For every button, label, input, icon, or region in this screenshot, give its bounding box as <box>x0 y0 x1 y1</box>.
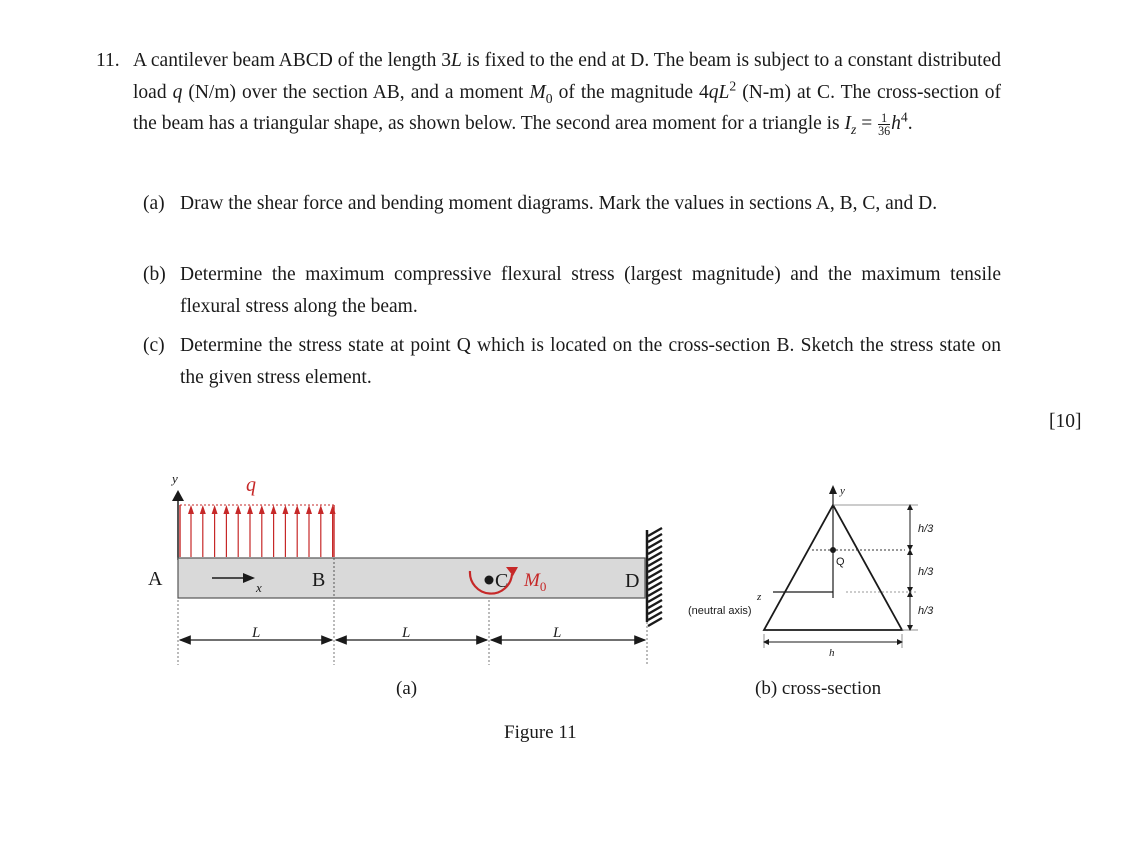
load-arrowhead <box>294 505 300 514</box>
dim-label-2: L <box>402 625 411 641</box>
load-arrows <box>188 505 336 557</box>
load-arrowhead <box>330 505 336 514</box>
load-arrowhead <box>259 505 265 514</box>
part-a: (a) Draw the shear force and bending moment diagrams. Mark the values in sections A, B, C, and D. <box>143 193 938 214</box>
load-arrowhead <box>235 505 241 514</box>
dim-label-1: L <box>252 625 261 641</box>
label-B: B <box>312 569 326 591</box>
part-b: (b) Determine the maximum compressive flexural stress (largest magnitude) and the maximum tensile flexural stress along the beam. <box>143 264 1001 317</box>
beam-x-label: x <box>256 580 262 595</box>
load-q-label: q <box>246 474 256 496</box>
load-arrowhead <box>282 505 288 514</box>
caption-a: (a) <box>396 678 418 699</box>
point-C <box>485 576 494 585</box>
y-axis-arrow <box>172 490 184 501</box>
label-M0: $M_0$ <box>524 570 547 594</box>
point-Q <box>830 547 836 553</box>
section-z-label: z <box>757 591 762 603</box>
load-arrowhead <box>247 505 253 514</box>
base-h-label: h <box>829 647 835 659</box>
load-arrowhead <box>318 505 324 514</box>
fraction: $\frac{1}{36}$ <box>878 110 891 139</box>
part-c: (c) Determine the stress state at point Q which is located on the cross-section B. Sketch the stress state on the given stress element. <box>143 335 1001 388</box>
problem-number: 11. <box>96 50 120 71</box>
load-arrowhead <box>212 505 218 514</box>
marks-label: [10] <box>1049 411 1082 432</box>
label-Q: Q <box>836 556 845 568</box>
dim-h3-top: h/3 <box>918 523 934 535</box>
dimension-lines <box>178 600 647 665</box>
dim-label-3: L <box>553 625 562 641</box>
beam-figure <box>148 471 662 665</box>
beam-y-label: y <box>172 471 178 486</box>
distributed-load <box>180 505 336 557</box>
dim-h3-bot: h/3 <box>918 605 934 617</box>
load-arrowhead <box>188 505 194 514</box>
label-D: D <box>625 570 640 592</box>
load-arrowhead <box>306 505 312 514</box>
support-hatch <box>648 528 662 626</box>
neutral-axis-label: (neutral axis) <box>688 605 752 617</box>
load-arrowhead <box>271 505 277 514</box>
load-arrowhead <box>200 505 206 514</box>
label-C: C <box>495 570 509 592</box>
load-arrowhead <box>223 505 229 514</box>
dim-h3-mid: h/3 <box>918 566 934 578</box>
problem-text: A cantilever beam ABCD of the length 3L is fixed to the end at D. The beam is subject to a constant distributed load q (N/m) over the section AB, and a moment $M_0$ of the magnitude $4qL^2$ (N-m) at C. The cross-section of the beam has a triangular shape, as shown below. The second area moment for a triangle is $I_z$ = $\frac{1}{36}$ $h^4$. <box>133 50 1002 139</box>
caption-b: (b) cross-section <box>755 678 882 699</box>
section-y-label: y <box>840 485 845 497</box>
cross-section-figure <box>688 485 934 659</box>
label-A: A <box>148 568 163 590</box>
figure-title: Figure 11 <box>504 722 577 743</box>
